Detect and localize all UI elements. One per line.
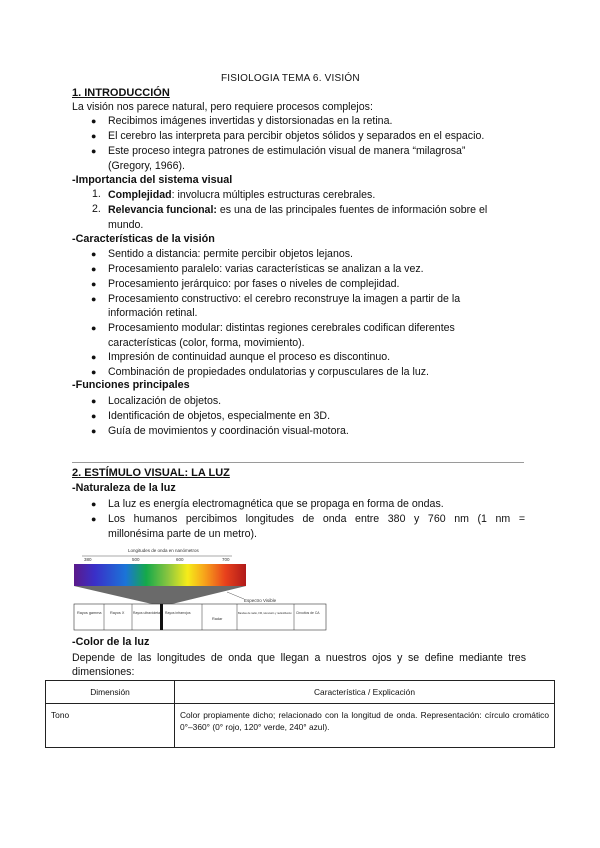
dimensions-table: [45, 680, 555, 748]
list-item-continuation: (Gregory, 1966).: [108, 160, 185, 172]
bullet-icon: ●: [91, 323, 97, 333]
bullet-icon: ●: [91, 426, 97, 436]
table-header-cell: Dimensión: [46, 681, 175, 704]
band-label: Rayos X: [110, 611, 125, 615]
list-item-continuation: millonésima parte de un metro).: [108, 528, 257, 540]
table-cell-dimension: Tono: [46, 704, 175, 748]
spectrum-side-label: Espectro Visible: [244, 598, 277, 603]
table-header-cell: Característica / Explicación: [175, 681, 555, 704]
list-item: Procesamiento paralelo: varias características se analizan a la vez.: [108, 263, 424, 275]
list-item-continuation: información retinal.: [108, 307, 198, 319]
numbered-item-continuation: mundo.: [108, 219, 144, 231]
visible-band-marker: [160, 604, 163, 630]
bullet-icon: ●: [91, 367, 97, 377]
visible-spectrum-bar: [74, 564, 246, 586]
list-item: Procesamiento jerárquico: por fases o niveles de complejidad.: [108, 278, 400, 290]
band-label: Rayos infrarrojos: [165, 611, 191, 615]
bullet-icon: ●: [91, 264, 97, 274]
bullet-icon: ●: [91, 514, 97, 524]
table-row: [46, 704, 555, 748]
section-heading-estimulo: 2. ESTÍMULO VISUAL: LA LUZ: [72, 467, 230, 479]
bullet-icon: ●: [91, 116, 97, 126]
list-item: Recibimos imágenes invertidas y distorsionadas en la retina.: [108, 115, 393, 127]
band-label: Rayos ultravioleta: [133, 611, 160, 615]
spectrum-pointer: [227, 592, 244, 599]
color-paragraph: Depende de las longitudes de onda que llegan a nuestros ojos y se define mediante tres: [72, 652, 526, 664]
spectrum-funnel: [74, 586, 246, 604]
band-label: Radar: [212, 617, 223, 621]
spectrum-top-label: Longitudes de onda en nanómetros: [128, 548, 199, 553]
bullet-icon: ●: [91, 131, 97, 141]
bullet-icon: ●: [91, 279, 97, 289]
bullet-icon: ●: [91, 396, 97, 406]
band-label: Bandas de radio, FM, televisión y radiodifusión: [238, 612, 292, 615]
bullet-icon: ●: [91, 294, 97, 304]
subheading-color: -Color de la luz: [72, 636, 150, 648]
spectrum-tick-label: 500: [132, 557, 140, 562]
list-item: El cerebro las interpreta para percibir objetos sólidos y separados en el espacio.: [108, 130, 485, 142]
subheading-naturaleza: -Naturaleza de la luz: [72, 482, 176, 494]
electromagnetic-spectrum-figure: [72, 542, 328, 632]
list-item: Localización de objetos.: [108, 395, 222, 407]
list-item: Procesamiento modular: distintas regiones cerebrales codifican diferentes: [108, 322, 455, 334]
list-item-continuation: características (color, forma, movimiento).: [108, 337, 305, 349]
bullet-icon: ●: [91, 249, 97, 259]
list-item: Combinación de propiedades ondulatorias y corpusculares de la luz.: [108, 366, 429, 378]
table-cell-description: Color propiamente dicho; relacionado con la longitud de onda. Representación: círculo cromático 0°–360° (0° rojo, 120° verde, 240° azul).: [175, 704, 555, 748]
band-strip: [74, 604, 326, 630]
list-number: 2.: [92, 203, 101, 215]
list-item: Sentido a distancia: permite percibir objetos lejanos.: [108, 248, 353, 260]
list-item: Los humanos percibimos longitudes de onda entre 380 y 760 nm (1 nm =: [108, 513, 525, 525]
subheading-funciones: -Funciones principales: [72, 379, 190, 391]
bullet-icon: ●: [91, 146, 97, 156]
spectrum-tick-label: 380: [84, 557, 92, 562]
spectrum-tick-label: 600: [176, 557, 184, 562]
color-paragraph-continuation: dimensiones:: [72, 666, 135, 678]
list-item: Impresión de continuidad aunque el proceso es discontinuo.: [108, 351, 391, 363]
table-header-row: [46, 681, 555, 704]
spectrum-tick-label: 700: [222, 557, 230, 562]
intro-text: La visión nos parece natural, pero requiere procesos complejos:: [72, 101, 373, 113]
bullet-icon: ●: [91, 352, 97, 362]
list-item: Guía de movimientos y coordinación visual-motora.: [108, 425, 349, 437]
list-item: Procesamiento constructivo: el cerebro reconstruye la imagen a partir de la: [108, 293, 461, 305]
horizontal-divider: [72, 462, 524, 463]
subheading-caracteristicas: -Características de la visión: [72, 233, 215, 245]
bullet-icon: ●: [91, 411, 97, 421]
subheading-importancia: -Importancia del sistema visual: [72, 174, 233, 186]
band-label: Circuitos de CA: [296, 611, 320, 615]
section-heading-introduccion: 1. INTRODUCCIÓN: [72, 87, 170, 99]
numbered-item: Relevancia funcional: es una de las principales fuentes de información sobre el: [108, 204, 488, 216]
numbered-item: Complejidad: involucra múltiples estructuras cerebrales.: [108, 189, 376, 201]
document-title: FISIOLOGIA TEMA 6. VISIÓN: [221, 73, 360, 84]
list-item: Identificación de objetos, especialmente en 3D.: [108, 410, 331, 422]
list-item: La luz es energía electromagnética que se propaga en forma de ondas.: [108, 498, 444, 510]
list-number: 1.: [92, 188, 101, 200]
bullet-icon: ●: [91, 499, 97, 509]
list-item: Este proceso integra patrones de estimulación visual de manera “milagrosa”: [108, 145, 466, 157]
band-label: Rayos gamma: [77, 611, 102, 615]
